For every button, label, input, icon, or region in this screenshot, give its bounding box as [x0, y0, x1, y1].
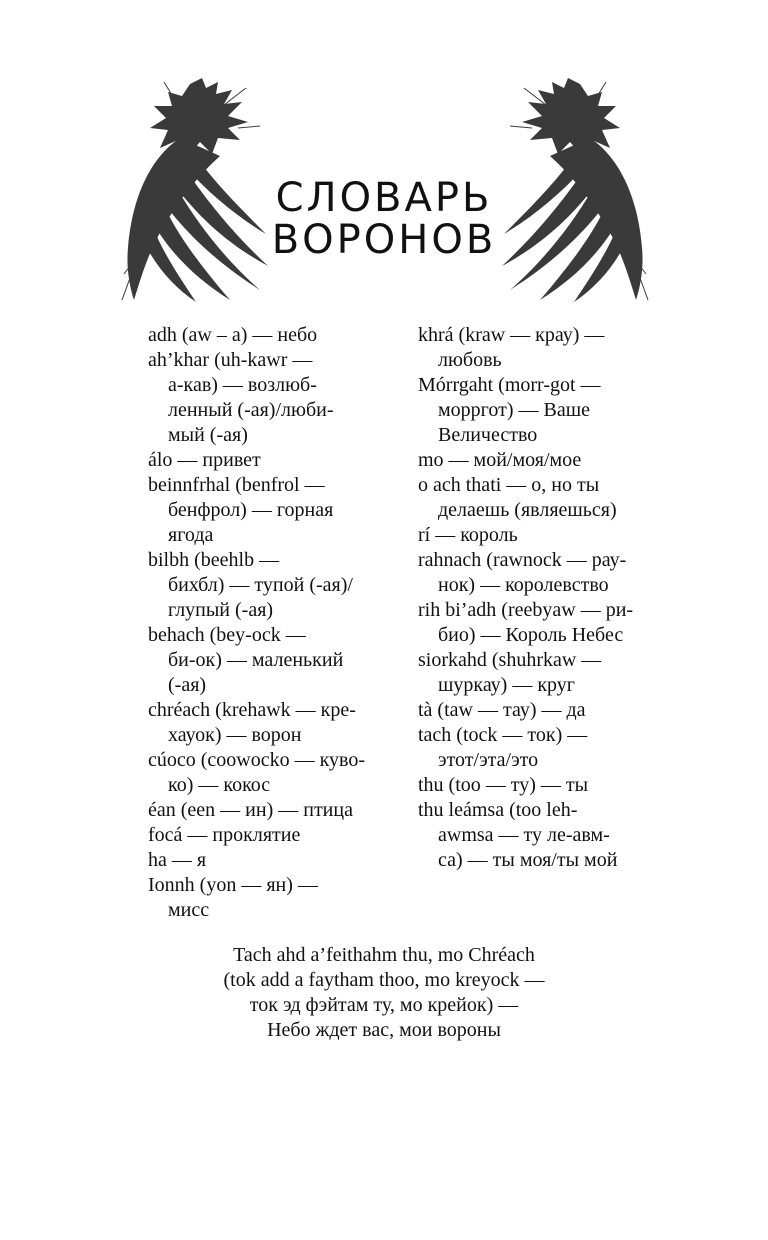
glossary-continuation-line: а-кав) — возлюб- [168, 374, 317, 396]
glossary-continuation-line: (-ая) [168, 674, 207, 696]
page-title [0, 174, 768, 263]
glossary-entry [148, 473, 388, 548]
glossary-term-line: Mórrgaht (morr-got — [418, 374, 601, 396]
closing-phrase [0, 943, 768, 1043]
glossary-continuation-line: би-ок) — маленький [168, 649, 344, 671]
glossary-continuation-line: био) — Король Небес [438, 624, 624, 646]
glossary-term-line: focá — проклятие [148, 824, 301, 846]
glossary-right-column [418, 323, 670, 873]
glossary-entry [148, 823, 388, 848]
glossary-entry [418, 448, 670, 473]
glossary-continuation-line: са) — ты моя/ты мой [438, 849, 618, 871]
glossary-continuation-line: шуркау) — круг [438, 674, 575, 696]
glossary-term-line: tach (tock — ток) — [418, 724, 588, 746]
glossary-term-line: Ionnh (yon — ян) — [148, 874, 318, 896]
glossary-continuation-line: хауок) — ворон [168, 724, 302, 746]
glossary-entry [418, 548, 670, 598]
closing-phrase-line: Небо ждет вас, мои вороны [267, 1019, 501, 1041]
glossary-term-line: cúoco (coowocko — куво- [148, 749, 366, 771]
glossary-entry [418, 323, 670, 373]
title-line: ВОРОНОВ [271, 216, 497, 263]
glossary-term-line: siorkahd (shuhrkaw — [418, 649, 602, 671]
glossary-term-line: rí — король [418, 524, 518, 546]
glossary-entry [418, 698, 670, 723]
glossary-term-line: behach (bey-ock — [148, 624, 306, 646]
glossary-term-line: álo — привет [148, 449, 261, 471]
glossary-entry [418, 523, 670, 548]
glossary-term-line: ah’khar (uh-kawr — [148, 349, 313, 371]
glossary-continuation-line: мый (-ая) [168, 424, 248, 446]
glossary-entry [418, 598, 670, 648]
glossary-term-line: thu (too — ту) — ты [418, 774, 589, 796]
glossary-entry [148, 348, 388, 448]
glossary-left-column [148, 323, 388, 923]
glossary-continuation-line: делаешь (являешься) [438, 499, 617, 521]
closing-phrase-line: Tach ahd a’feithahm thu, mo Chréach [233, 944, 535, 966]
glossary-term-line: thu leámsa (too leh- [418, 799, 578, 821]
glossary-term-line: bilbh (beehlb — [148, 549, 280, 571]
glossary-entry [418, 648, 670, 698]
closing-phrase-line: ток эд фэйтам ту, мо крейок) — [249, 994, 519, 1016]
glossary-continuation-line: ягода [168, 524, 214, 546]
glossary-term-line: chréach (krehawk — кре- [148, 699, 356, 721]
glossary-entry [148, 323, 388, 348]
glossary-term-line: mo — мой/моя/мое [418, 449, 582, 471]
glossary-term-line: o ach thati — о, но ты [418, 474, 600, 496]
glossary-continuation-line: Величество [438, 424, 538, 446]
closing-phrase-line: (tok add a faytham thoo, mo kreyock — [223, 969, 545, 991]
glossary-continuation-line: бенфрол) — горная [168, 499, 334, 521]
glossary-entry [148, 698, 388, 748]
glossary-continuation-line: бихбл) — тупой (-ая)/ [168, 574, 353, 596]
glossary-entry [148, 748, 388, 798]
glossary-continuation-line: этот/эта/это [438, 749, 539, 771]
glossary-continuation-line: глупый (-ая) [168, 599, 274, 621]
glossary-continuation-line: морргот) — Ваше [438, 399, 590, 421]
glossary-entry [418, 773, 670, 798]
glossary-term-line: tà (taw — тау) — да [418, 699, 586, 721]
glossary-continuation-line: нок) — королевство [438, 574, 609, 596]
glossary-entry [148, 548, 388, 623]
glossary-continuation-line: мисс [168, 899, 210, 921]
glossary-entry [148, 873, 388, 923]
glossary-entry [148, 448, 388, 473]
glossary-term-line: adh (aw – a) — небо [148, 324, 318, 346]
glossary-entry [148, 623, 388, 698]
glossary-term-line: éan (een — ин) — птица [148, 799, 353, 821]
glossary-entry [418, 723, 670, 773]
glossary-continuation-line: ко) — кокос [168, 774, 271, 796]
glossary-term-line: khrá (kraw — крау) — [418, 324, 605, 346]
glossary-entry [148, 848, 388, 873]
glossary-continuation-line: любовь [438, 349, 502, 371]
glossary-continuation-line: ленный (-ая)/люби- [168, 399, 334, 421]
glossary-term-line: ha — я [148, 849, 207, 871]
glossary-term-line: rih bi’adh (reebyaw — ри- [418, 599, 634, 621]
glossary-term-line: rahnach (rawnock — рау- [418, 549, 627, 571]
glossary-entry [148, 798, 388, 823]
glossary-entry [418, 473, 670, 523]
glossary-entry [418, 798, 670, 873]
glossary-term-line: beinnfrhal (benfrol — [148, 474, 325, 496]
glossary-continuation-line: awmsa — ту ле-авм- [438, 824, 610, 846]
glossary-entry [418, 373, 670, 448]
title-line: СЛОВАРЬ [275, 174, 493, 221]
